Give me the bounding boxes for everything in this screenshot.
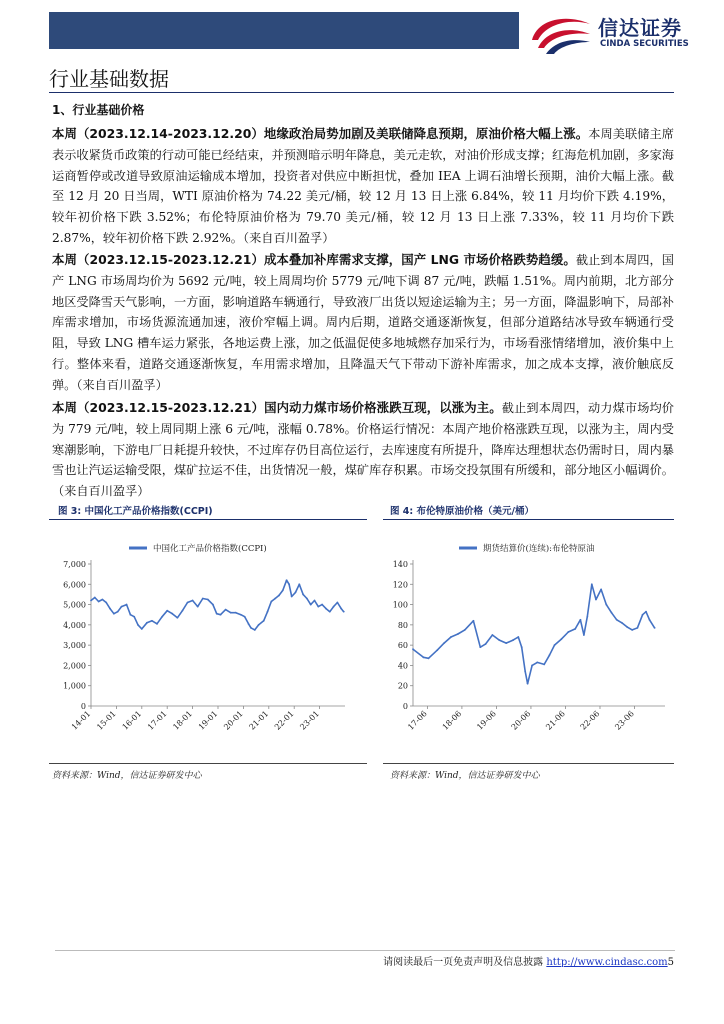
data-point [176, 617, 178, 619]
data-point [129, 614, 131, 616]
x-tick-label: 17-06 [406, 709, 429, 732]
data-point [450, 636, 452, 638]
x-tick-label: 20-06 [509, 709, 533, 732]
data-point [225, 609, 227, 611]
y-tick-label: 60 [397, 641, 408, 651]
data-point [642, 614, 644, 616]
y-tick-label: 100 [392, 600, 408, 610]
footer [383, 953, 674, 968]
x-tick-label: 17-01 [145, 709, 169, 732]
subheading: 1、行业基础价格 [52, 103, 145, 117]
data-point [591, 583, 593, 585]
data-point [485, 643, 487, 645]
data-point [121, 606, 123, 608]
data-point [543, 664, 545, 666]
data-point [298, 583, 300, 585]
data-point [254, 629, 256, 631]
data-point [306, 598, 308, 600]
data-point [171, 613, 173, 615]
y-tick-label: 80 [397, 620, 408, 630]
data-point [182, 610, 184, 612]
paragraph-coal [52, 398, 674, 502]
data-point [137, 624, 139, 626]
data-point [583, 634, 585, 636]
data-point [498, 639, 500, 641]
ccpi-chart [49, 530, 367, 760]
y-tick-label: 5,000 [63, 600, 86, 610]
data-point [105, 602, 107, 604]
section-title: 行业基础数据 [49, 67, 169, 91]
figure-3-title: 图 3: 中国化工产品价格指数(CCPI) [58, 506, 213, 517]
data-point [90, 600, 92, 602]
logo-english-name: CINDA SECURITIES [600, 39, 689, 49]
data-point [216, 613, 218, 615]
data-point [561, 638, 563, 640]
data-point [531, 665, 533, 667]
x-tick-label: 14-01 [69, 709, 93, 732]
header-bar [49, 12, 519, 49]
data-point [567, 631, 569, 633]
data-point [295, 592, 297, 594]
data-point [282, 589, 284, 591]
paragraph-lng [52, 250, 674, 396]
data-point [517, 636, 519, 638]
x-tick-label: 16-01 [120, 709, 144, 732]
logo [528, 10, 708, 56]
footer-disclaimer: 请阅读最后一页免责声明及信息披露 [383, 957, 544, 968]
x-tick-label: 18-06 [440, 709, 464, 732]
y-tick-label: 1,000 [63, 681, 86, 691]
data-point [600, 588, 602, 590]
data-point [133, 616, 135, 618]
data-point [491, 634, 493, 636]
data-point [325, 608, 327, 610]
brent-chart [383, 530, 674, 760]
data-point [310, 604, 312, 606]
data-point [554, 644, 556, 646]
series-line [413, 584, 655, 683]
data-point [586, 616, 588, 618]
figure-4-source-rule [383, 763, 674, 764]
data-point [336, 602, 338, 604]
footer-page-number: 5 [667, 957, 674, 968]
footer-website-link[interactable]: http://www.cindasc.com [546, 957, 668, 968]
data-point [645, 611, 647, 613]
data-point [258, 624, 260, 626]
data-point [605, 604, 607, 606]
paragraph-coal-lead: 本周（2023.12.15-2023.12.21）国内动力煤市场价格涨跌互现，以涨为主。 [52, 400, 502, 415]
data-point [187, 602, 189, 604]
y-tick-label: 4,000 [63, 620, 86, 630]
data-point [109, 608, 111, 610]
data-point [146, 622, 148, 624]
y-tick-label: 120 [392, 580, 408, 590]
data-point [102, 599, 104, 601]
y-tick-label: 0 [80, 702, 86, 711]
x-tick-label: 19-01 [196, 709, 220, 732]
paragraph-crude-oil [52, 124, 674, 249]
data-point [611, 612, 613, 614]
data-point [286, 579, 288, 581]
cinda-logo-icon [528, 10, 594, 56]
data-point [527, 683, 529, 685]
data-point [98, 601, 100, 603]
data-point [161, 616, 163, 618]
paragraph-lng-body: 截止到本周四，国产 LNG 市场周均价为 5692 元/吨，较上周周均价 5779 元/吨下调 87 元/吨，跌幅 1.51%。周内前期，北方部分地区受降雪天气影响，一方面，影响道路车辆通行，导致液厂出货以短途运输为主；另一方面，降温影响下，局部补库需求增加，市场货源流通加速，液价窄幅上调。周内后期，道路交通逐渐恢复，但部分道路结冰导致车辆通行受阻，导致 LNG 槽车运力紧张，各地运费上涨，加之低温促使多地城燃存加采行为，市场看涨情绪增加，液价集中上行。整体来看，道路交通逐渐恢复，车用需求增加，且降温天气下带动下游补库需求，加之成本支撑，液价触底反弹。（来自百川盈孚） [52, 253, 674, 392]
series-line [91, 580, 344, 630]
data-point [220, 614, 222, 616]
data-point [473, 620, 475, 622]
data-point [343, 611, 345, 613]
x-tick-label: 21-01 [247, 709, 271, 732]
data-point [428, 657, 430, 659]
data-point [278, 595, 280, 597]
data-point [479, 646, 481, 648]
x-tick-label: 19-06 [475, 709, 498, 732]
footer-divider [55, 950, 675, 951]
data-point [113, 613, 115, 615]
y-tick-label: 3,000 [63, 641, 86, 651]
paragraph-lng-lead: 本周（2023.12.15-2023.12.21）成本叠加补库需求支撑，国产 LNG 市场价格跌势趋缓。 [52, 252, 576, 267]
data-point [636, 627, 638, 629]
figure-4-rule [383, 519, 674, 520]
x-tick-label: 15-01 [95, 709, 118, 732]
data-point [250, 627, 252, 629]
x-tick-label: 23-01 [298, 709, 322, 732]
data-point [464, 629, 466, 631]
y-tick-label: 7,000 [63, 560, 86, 569]
data-point [443, 642, 445, 644]
data-point [263, 620, 265, 622]
figure-4-source: 资料来源：Wind，信达证券研发中心 [390, 771, 540, 781]
data-point [412, 648, 414, 650]
data-point [521, 646, 523, 648]
y-tick-label: 20 [397, 681, 408, 691]
data-point [151, 620, 153, 622]
data-point [422, 656, 424, 658]
x-tick-label: 22-06 [578, 709, 602, 732]
data-point [288, 583, 290, 585]
logo-chinese-name: 信达证券 [598, 16, 682, 40]
data-point [340, 608, 342, 610]
data-point [248, 623, 250, 625]
paragraph-crude-oil-lead: 本周（2023.12.14-2023.12.20）地缘政治局势加剧及美联储降息预期，原油价格大幅上涨。 [52, 126, 589, 141]
data-point [616, 619, 618, 621]
y-tick-label: 40 [397, 661, 408, 671]
data-point [291, 596, 293, 598]
data-point [317, 606, 319, 608]
data-point [192, 600, 194, 602]
paragraph-crude-oil-body: 本周美联储主席表示收紧货币政策的行动可能已经结束，并预测暗示明年降息，美元走软，对油价形成支撑；红海危机加剧，多家海运商暂停或改道导致原油运输成本增加，投资者对供应中断担忧，叠加 IEA 上调石油增长预期，油价大幅上涨。截至 12 月 20 日当周，WTI 原油价格为 74.22 美元/桶，较 12 月 13 日上涨 6.84%，较 11 月均价下跌 4.19%，较年初价格下跌 3.52%；布伦特原油价格为 79.70 美元/桶，较 12 月 13 日上涨 7.33%，较 11 月均价下跌 2.87%，较年初价格下跌 2.92%。（来自百川盈孚） [52, 127, 674, 245]
y-tick-label: 140 [392, 560, 408, 569]
data-point [156, 623, 158, 625]
data-point [574, 628, 576, 630]
paragraph-coal-body: 截止到本周四，动力煤市场均价为 779 元/吨，较上周同期上涨 6 元/吨，涨幅 0.78%。价格运行情况：本周产地价格涨跌互现，以涨为主，周内受寒潮影响，下游电厂日耗提升较快，不过库存仍目高位运行，去库速度有所提升，降库达理想状态仍需时日，周内暴雪也让汽运运输受限，煤矿拉运不佳，出货情况一般，煤矿库存积累。市场交投氛围有所缓和，部分地区小幅调价。（来自百川盈孚） [52, 401, 674, 499]
data-point [126, 604, 128, 606]
figure-4-title: 图 4: 布伦特原油价格（美元/桶） [390, 506, 534, 517]
x-tick-label: 21-06 [544, 709, 567, 732]
data-point [235, 612, 237, 614]
data-point [626, 626, 628, 628]
data-point [595, 599, 597, 601]
y-tick-label: 6,000 [63, 580, 86, 590]
data-point [621, 622, 623, 624]
data-point [654, 627, 656, 629]
data-point [240, 614, 242, 616]
y-tick-label: 0 [402, 702, 408, 711]
data-point [512, 639, 514, 641]
x-tick-label: 23-06 [613, 709, 636, 732]
data-point [329, 611, 331, 613]
data-point [631, 629, 633, 631]
legend-label: 期货结算价(连续):布伦特原油 [483, 544, 595, 554]
data-point [207, 599, 209, 601]
data-point [436, 649, 438, 651]
data-point [524, 671, 526, 673]
data-point [333, 606, 335, 608]
data-point [457, 633, 459, 635]
x-tick-label: 18-01 [171, 709, 195, 732]
figure-3-source: 资料来源：Wind，信达证券研发中心 [52, 771, 202, 781]
data-point [548, 654, 550, 656]
data-point [505, 642, 507, 644]
data-point [244, 616, 246, 618]
data-point [267, 611, 269, 613]
data-point [536, 661, 538, 663]
data-point [197, 606, 199, 608]
data-point [141, 628, 143, 630]
data-point [314, 600, 316, 602]
data-point [166, 610, 168, 612]
figure-3-source-rule [49, 763, 367, 764]
legend-label: 中国化工产品价格指数(CCPI) [153, 544, 267, 554]
data-point [212, 604, 214, 606]
data-point [274, 598, 276, 600]
x-tick-label: 22-01 [272, 709, 296, 732]
data-point [270, 601, 272, 603]
figure-3-rule [49, 519, 367, 520]
data-point [202, 598, 204, 600]
data-point [649, 619, 651, 621]
data-point [580, 619, 582, 621]
data-point [321, 604, 323, 606]
y-tick-label: 2,000 [63, 661, 86, 671]
data-point [302, 594, 304, 596]
data-point [94, 597, 96, 599]
data-point [230, 612, 232, 614]
x-tick-label: 20-01 [222, 709, 245, 732]
data-point [117, 611, 119, 613]
title-divider [49, 92, 674, 93]
